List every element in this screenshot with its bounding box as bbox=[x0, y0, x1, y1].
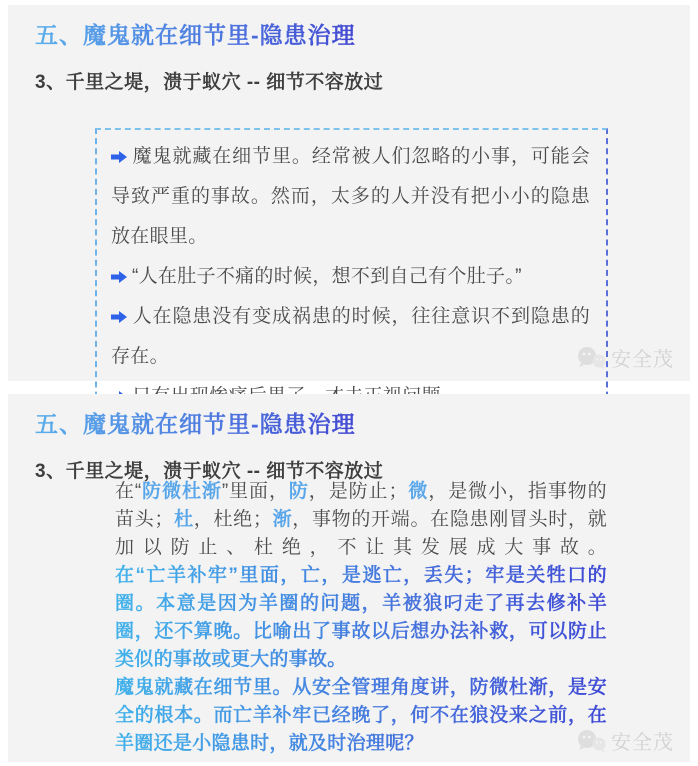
text-segment: 在“ bbox=[115, 481, 142, 502]
highlighted-term: 微 bbox=[407, 481, 429, 502]
bullet-item bbox=[111, 297, 590, 377]
watermark bbox=[575, 343, 674, 372]
text-segment: ，事物的开端。在隐患刚冒头时，就加以防止、杜绝，不让其发展成大事故。 bbox=[115, 509, 607, 558]
paragraph-fangweiDujian bbox=[115, 478, 607, 562]
arrow-bullet-icon bbox=[111, 311, 127, 323]
arrow-bullet-icon bbox=[111, 271, 127, 283]
bullet-item bbox=[111, 257, 590, 297]
watermark-label: 安全茂 bbox=[611, 349, 674, 371]
slide-1 bbox=[8, 5, 690, 381]
bullet-item bbox=[111, 137, 590, 257]
watermark-label: 安全茂 bbox=[611, 732, 674, 754]
bullet-text: 人在隐患没有变成祸患的时候，往往意识不到隐患的存在。 bbox=[111, 306, 590, 367]
paragraph-conclusion: 魔鬼就藏在细节里。从安全管理角度讲，防微杜渐，是安全的根本。而亡羊补牢已经晚了，何不在狼没来之前，在羊圈还是小隐患时，就及时治理呢？ bbox=[115, 674, 607, 758]
paragraph-wangyangbulao: 在“亡羊补牢”里面，亡，是逃亡，丢失；牢是关牲口的圈。本意是因为羊圈的问题，羊被狼叼走了再去修补羊圈，还不算晚。比喻出了事故以后想办法补救，可以防止类似的事故或更大的事故。 bbox=[115, 562, 607, 674]
chat-bubbles-icon bbox=[575, 346, 607, 370]
slide2-subtitle: 3、千里之堤，溃于蚁穴 -- 细节不容放过 bbox=[35, 461, 384, 482]
slide1-title: 五、魔鬼就在细节里-隐患治理 bbox=[8, 5, 356, 50]
slide-2 bbox=[8, 394, 690, 762]
bullet-text: 魔鬼就藏在细节里。经常被人们忽略的小事，可能会导致严重的事故。然而，太多的人并没有把小小的隐患放在眼里。 bbox=[111, 146, 590, 247]
text-segment: ，是微小，指事物的苗头； bbox=[115, 481, 607, 530]
highlighted-term: 渐 bbox=[272, 509, 293, 530]
bullet-text: “人在肚子不痛的时候，想不到自己有个肚子。” bbox=[132, 266, 522, 287]
slide2-title: 五、魔鬼就在细节里-隐患治理 bbox=[8, 394, 356, 439]
watermark bbox=[575, 726, 674, 755]
highlighted-term: 防微杜渐 bbox=[141, 481, 222, 502]
dashed-quote-box bbox=[95, 128, 608, 428]
slide2-body bbox=[115, 478, 607, 758]
arrow-bullet-icon bbox=[111, 151, 127, 163]
highlighted-term: 杜 bbox=[173, 509, 194, 530]
chat-bubbles-icon bbox=[575, 729, 607, 753]
highlighted-term: 防 bbox=[288, 481, 309, 502]
text-segment: ，是防止； bbox=[308, 481, 408, 502]
text-segment: ，杜绝； bbox=[193, 509, 273, 530]
slide1-subtitle: 3、千里之堤，溃于蚁穴 -- 细节不容放过 bbox=[35, 72, 384, 93]
text-segment: ”里面， bbox=[221, 481, 289, 502]
